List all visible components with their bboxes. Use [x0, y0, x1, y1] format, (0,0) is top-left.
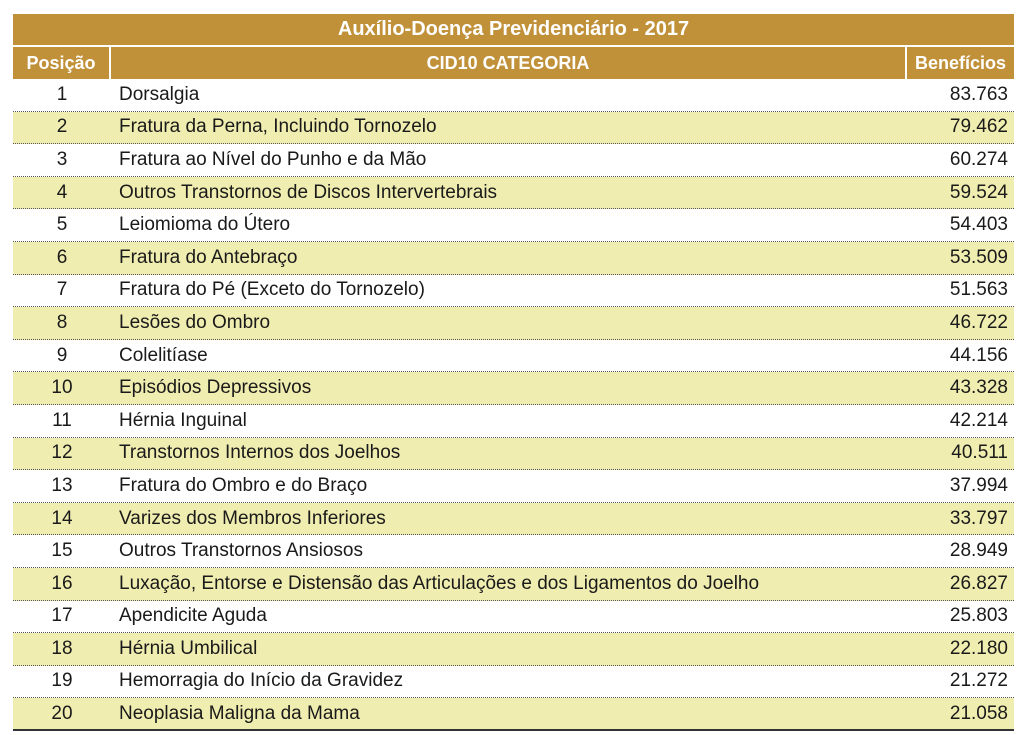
row-category: Fratura do Pé (Exceto do Tornozelo): [119, 279, 425, 301]
row-category: Episódios Depressivos: [119, 377, 312, 399]
row-category: Hérnia Inguinal: [119, 409, 247, 431]
table-row: [13, 209, 1014, 242]
row-position: 11: [52, 409, 72, 431]
table-row: [13, 307, 1014, 340]
row-benefits: 51.563: [949, 279, 1008, 301]
row-position: 12: [51, 442, 73, 464]
row-category: Dorsalgia: [119, 83, 200, 105]
table-row: [13, 144, 1014, 177]
row-benefits: 21.272: [949, 670, 1008, 692]
row-position: 20: [51, 702, 73, 724]
row-position: 17: [51, 605, 73, 627]
row-position: 7: [56, 279, 68, 301]
row-position: 19: [51, 670, 73, 692]
table-row: [13, 698, 1014, 731]
row-position: 6: [56, 246, 68, 268]
row-benefits: 59.524: [949, 181, 1008, 203]
row-benefits: 26.827: [949, 572, 1008, 594]
table-row: [13, 438, 1014, 471]
row-benefits: 33.797: [949, 507, 1008, 529]
table-row: [13, 79, 1014, 112]
row-benefits: 37.994: [949, 474, 1008, 496]
row-category: Leiomioma do Útero: [119, 214, 291, 236]
row-category: Fratura do Ombro e do Braço: [119, 474, 368, 496]
row-category: Fratura do Antebraço: [119, 246, 298, 268]
table-row: [13, 275, 1014, 308]
row-position: 5: [56, 214, 68, 236]
row-position: 10: [51, 377, 73, 399]
row-benefits: 60.274: [949, 148, 1008, 170]
row-benefits: 83.763: [949, 83, 1008, 105]
row-category: Fratura ao Nível do Punho e da Mão: [119, 148, 427, 170]
table-row: [13, 405, 1014, 438]
row-benefits: 22.180: [949, 637, 1008, 659]
table-body: [13, 79, 1014, 731]
header-category: CID10 CATEGORIA: [111, 47, 907, 79]
benefits-table: [13, 14, 1014, 731]
row-position: 14: [51, 507, 73, 529]
row-benefits: 42.214: [949, 409, 1008, 431]
row-benefits: 46.722: [949, 311, 1008, 333]
row-category: Fratura da Perna, Incluindo Tornozelo: [119, 116, 437, 138]
row-position: 9: [56, 344, 68, 366]
table-row: [13, 470, 1014, 503]
row-position: 16: [51, 572, 73, 594]
table-row: [13, 535, 1014, 568]
table-row: [13, 503, 1014, 536]
row-benefits: 44.156: [949, 344, 1008, 366]
table-row: [13, 372, 1014, 405]
row-category: Hemorragia do Início da Gravidez: [119, 670, 404, 692]
table-title: Auxílio-Doença Previdenciário - 2017: [13, 14, 1014, 47]
table-row: [13, 568, 1014, 601]
row-benefits: 21.058: [949, 702, 1008, 724]
table-row: [13, 666, 1014, 699]
table-row: [13, 633, 1014, 666]
row-benefits: 28.949: [949, 540, 1008, 562]
row-category: Neoplasia Maligna da Mama: [119, 702, 360, 724]
table-row: [13, 177, 1014, 210]
row-category: Varizes dos Membros Inferiores: [119, 507, 386, 529]
row-benefits: 53.509: [949, 246, 1008, 268]
row-category: Luxação, Entorse e Distensão das Articulações e dos Ligamentos do Joelho: [119, 572, 760, 594]
table-header-row: [13, 47, 1014, 79]
row-position: 15: [51, 540, 73, 562]
row-category: Hérnia Umbilical: [119, 637, 258, 659]
row-position: 4: [56, 181, 68, 203]
header-position: Posição: [13, 47, 111, 79]
table-row: [13, 112, 1014, 145]
table-row: [13, 242, 1014, 275]
row-benefits: 79.462: [949, 116, 1008, 138]
row-position: 1: [56, 83, 68, 105]
row-benefits: 43.328: [949, 377, 1008, 399]
row-category: Outros Transtornos Ansiosos: [119, 540, 363, 562]
row-category: Colelitíase: [119, 344, 208, 366]
row-position: 2: [56, 116, 68, 138]
row-category: Transtornos Internos dos Joelhos: [119, 442, 401, 464]
table-row: [13, 601, 1014, 634]
row-position: 13: [51, 474, 73, 496]
row-position: 18: [51, 637, 73, 659]
header-benefits: Benefícios: [914, 52, 1007, 73]
row-benefits: 25.803: [949, 605, 1008, 627]
row-category: Apendicite Aguda: [119, 605, 267, 627]
row-category: Outros Transtornos de Discos Intervertebrais: [119, 181, 498, 203]
row-position: 8: [56, 311, 68, 333]
row-position: 3: [56, 148, 68, 170]
table-row: [13, 340, 1014, 373]
row-benefits: 40.511: [951, 442, 1008, 464]
row-category: Lesões do Ombro: [119, 311, 271, 333]
row-benefits: 54.403: [949, 214, 1008, 236]
